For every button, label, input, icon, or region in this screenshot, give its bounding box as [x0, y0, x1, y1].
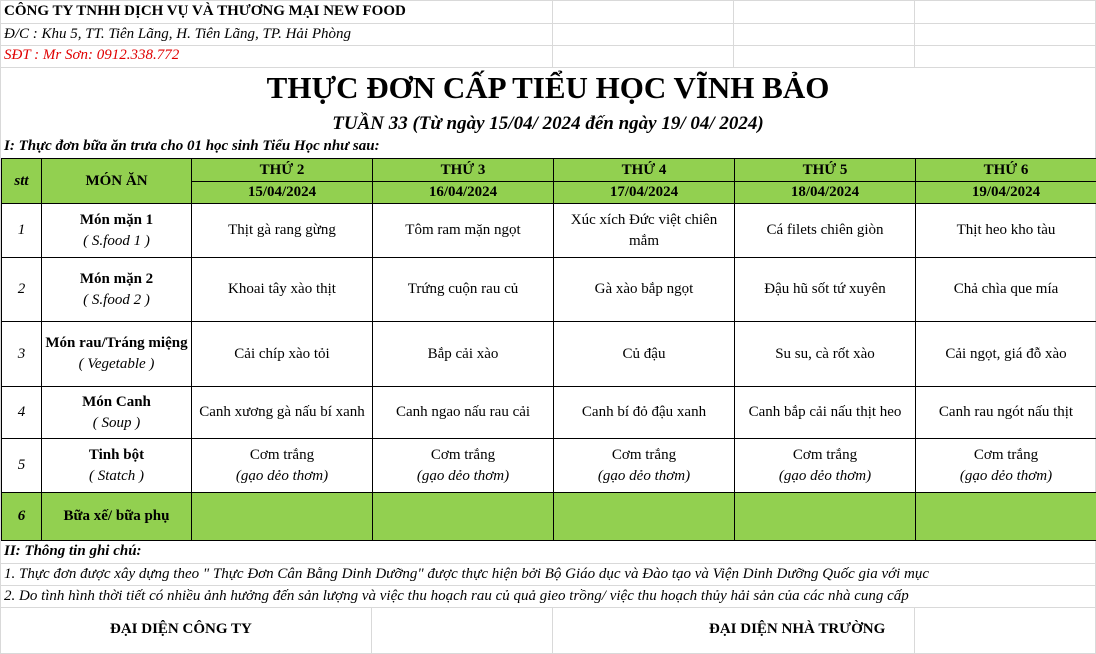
menu-item-main: Cơm trắng [611, 446, 677, 463]
dish-subtitle: ( S.food 1 ) [83, 232, 150, 249]
row-number: 2 [2, 258, 42, 322]
menu-item-note: (gạo dẻo thơm) [416, 467, 510, 484]
menu-item-main: Cơm trắng [249, 446, 315, 463]
row-number: 4 [2, 387, 42, 439]
menu-item: Cải ngọt, giá đỗ xào [916, 322, 1096, 387]
day-date: 17/04/2024 [554, 182, 735, 204]
menu-item: Cá filets chiên giòn [735, 204, 916, 258]
menu-item [192, 439, 373, 493]
menu-item-note: (gạo dẻo thơm) [597, 467, 691, 484]
day-date: 16/04/2024 [373, 182, 554, 204]
menu-item: Thịt heo kho tàu [916, 204, 1096, 258]
menu-item: Canh bắp cải nấu thịt heo [735, 387, 916, 439]
dish-cell [42, 258, 192, 322]
menu-item: Canh bí đỏ đậu xanh [554, 387, 735, 439]
dish-subtitle: ( S.food 2 ) [83, 291, 150, 308]
dish-cell [42, 439, 192, 493]
row-number: 5 [2, 439, 42, 493]
company-signature: ĐẠI DIỆN CÔNG TY [110, 621, 252, 637]
menu-item: Tôm ram mặn ngọt [373, 204, 554, 258]
table-row [2, 322, 1096, 387]
dish-header: MÓN ĂN [42, 159, 192, 204]
dish-cell [42, 204, 192, 258]
dish-subtitle: ( Statch ) [89, 467, 144, 484]
menu-table [1, 158, 1096, 541]
dish-cell [42, 387, 192, 439]
menu-item-note: (gạo dẻo thơm) [959, 467, 1053, 484]
menu-item [916, 439, 1096, 493]
menu-item: Canh ngao nấu rau cải [373, 387, 554, 439]
note-item: 1. Thực đơn được xây dựng theo " Thực Đơn Cân Bằng Dinh Dưỡng" được thực hiện bởi Bộ Giáo dục và Đào tạo và Viện Dinh Dưỡng Quốc gia với mục [4, 566, 930, 582]
stt-header: stt [2, 159, 42, 204]
dish-cell [42, 322, 192, 387]
day-name: THỨ 2 [192, 159, 373, 182]
day-name: THỨ 5 [735, 159, 916, 182]
row-number: 3 [2, 322, 42, 387]
dish-subtitle: ( Soup ) [92, 414, 141, 431]
row-number: 1 [2, 204, 42, 258]
page-subtitle: TUẦN 33 (Từ ngày 15/04/ 2024 đến ngày 19/ 04/ 2024) [332, 113, 764, 134]
note-item: 2. Do tình hình thời tiết có nhiều ảnh hưởng đến sản lượng và việc thu hoạch rau củ quả gieo trồng/ việc thu hoạch thủy hải sản của các nhà cung cấp [4, 588, 909, 604]
table-row [2, 387, 1096, 439]
gridline [0, 67, 1096, 68]
day-date: 18/04/2024 [735, 182, 916, 204]
menu-item: Gà xào bắp ngọt [554, 258, 735, 322]
menu-item: Bắp cải xào [373, 322, 554, 387]
menu-item: Chả chìa que mía [916, 258, 1096, 322]
row-number: 6 [2, 493, 42, 541]
gridline [0, 607, 1096, 608]
menu-item: Thịt gà rang gừng [192, 204, 373, 258]
menu-item: Cải chíp xào tỏi [192, 322, 373, 387]
menu-item: Khoai tây xào thịt [192, 258, 373, 322]
section-heading: I: Thực đơn bữa ăn trưa cho 01 học sinh Tiểu Học như sau: [4, 138, 380, 154]
gridline [0, 45, 1096, 46]
menu-item-note: (gạo dẻo thơm) [778, 467, 872, 484]
menu-item [735, 439, 916, 493]
menu-item [916, 493, 1096, 541]
company-name: CÔNG TY TNHH DỊCH VỤ VÀ THƯƠNG MẠI NEW FOOD [4, 3, 406, 19]
gridline [0, 563, 1096, 564]
menu-item-note: (gạo dẻo thơm) [235, 467, 329, 484]
menu-item-main: Cơm trắng [792, 446, 858, 463]
dish-name: Bữa xế/ bữa phụ [42, 493, 192, 541]
menu-item: Canh xương gà nấu bí xanh [192, 387, 373, 439]
gridline [0, 23, 1096, 24]
menu-item: Củ đậu [554, 322, 735, 387]
day-name: THỨ 6 [916, 159, 1096, 182]
menu-item [554, 493, 735, 541]
menu-item: Xúc xích Đức việt chiên mắm [554, 204, 735, 258]
menu-item: Canh rau ngót nấu thịt [916, 387, 1096, 439]
gridline [0, 0, 1096, 1]
notes-heading: II: Thông tin ghi chú: [4, 543, 142, 559]
menu-item [373, 439, 554, 493]
dish-name: Tinh bột [88, 446, 145, 463]
menu-item [735, 493, 916, 541]
day-name: THỨ 4 [554, 159, 735, 182]
company-address: Đ/C : Khu 5, TT. Tiên Lãng, H. Tiên Lãng, TP. Hải Phòng [4, 26, 352, 42]
gridline [0, 585, 1096, 586]
table-row [2, 493, 1096, 541]
company-phone: SĐT : Mr Sơn: 0912.338.772 [4, 47, 180, 63]
menu-item: Su su, cà rốt xào [735, 322, 916, 387]
menu-item: Trứng cuộn rau củ [373, 258, 554, 322]
menu-item [554, 439, 735, 493]
gridline [371, 607, 372, 654]
menu-item: Đậu hũ sốt tứ xuyên [735, 258, 916, 322]
table-row [2, 204, 1096, 258]
menu-item-main: Cơm trắng [430, 446, 496, 463]
dish-name: Món mặn 2 [79, 270, 154, 287]
gridline [552, 607, 553, 654]
day-date: 15/04/2024 [192, 182, 373, 204]
dish-name: Món rau/Tráng miệng [45, 335, 188, 351]
school-signature: ĐẠI DIỆN NHÀ TRƯỜNG [709, 621, 886, 637]
table-row [2, 258, 1096, 322]
page-title: THỰC ĐƠN CẤP TIỂU HỌC VĨNH BẢO [266, 70, 830, 105]
table-row [2, 439, 1096, 493]
dish-name: Món Canh [82, 393, 151, 410]
day-date: 19/04/2024 [916, 182, 1096, 204]
dish-subtitle: ( Vegetable ) [78, 356, 155, 372]
menu-item-main: Cơm trắng [973, 446, 1039, 463]
gridline [914, 0, 915, 67]
menu-item [192, 493, 373, 541]
dish-name: Món mặn 1 [79, 211, 154, 228]
menu-item [373, 493, 554, 541]
gridline [914, 607, 915, 654]
gridline [552, 0, 553, 67]
day-name: THỨ 3 [373, 159, 554, 182]
gridline [733, 0, 734, 67]
